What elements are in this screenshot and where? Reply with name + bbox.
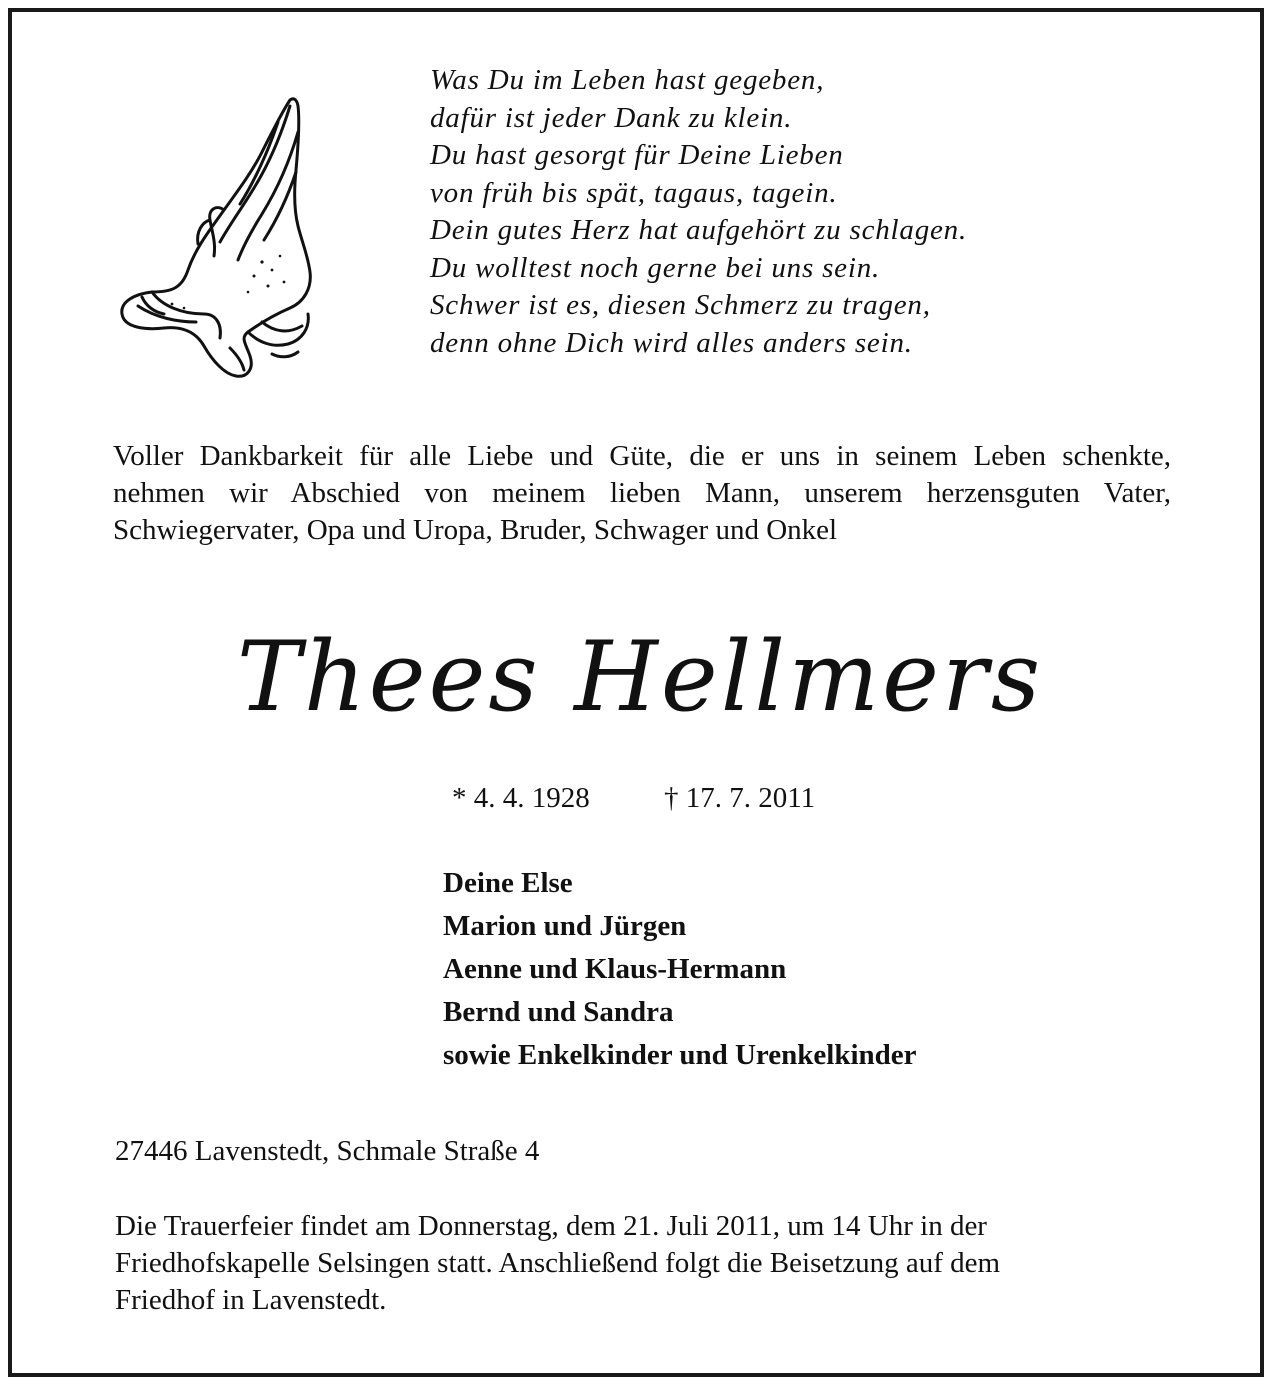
family-address: 27446 Lavenstedt, Schmale Straße 4 (115, 1135, 540, 1167)
praying-hands-icon (112, 92, 324, 382)
poem-line: Dein gutes Herz hat aufgehört zu schlagen. (430, 214, 968, 246)
poem-line: denn ohne Dich wird alles anders sein. (430, 326, 913, 359)
mourner-line: Marion und Jürgen (443, 910, 687, 942)
mourner-line: Deine Else (443, 867, 573, 899)
poem-line: Schwer ist es, diesen Schmerz zu tragen, (430, 289, 931, 321)
service-line: Friedhofskapelle Selsingen statt. Anschließend folgt die Beisetzung auf dem (115, 1247, 1001, 1279)
memorial-poem (430, 62, 967, 362)
mourner-line: Bernd und Sandra (443, 996, 674, 1028)
intro-line: Schwiegervater, Opa und Uropa, Bruder, Schwager und Onkel (113, 514, 838, 546)
poem-line: Was Du im Leben hast gegeben, (430, 64, 825, 96)
poem-line: Du hast gesorgt für Deine Lieben (430, 139, 844, 171)
mourner-line: sowie Enkelkinder und Urenkelkinder (443, 1039, 917, 1071)
poem-line: Du wolltest noch gerne bei uns sein. (430, 251, 881, 284)
birth-date: * 4. 4. 1928 (452, 782, 590, 814)
service-info (115, 1208, 1000, 1319)
intro-text (113, 438, 1171, 549)
mourners-list (443, 862, 917, 1077)
intro-line: Voller Dankbarkeit für alle Liebe und Güte, die er uns in seinem Leben schenkte, (113, 440, 1171, 472)
service-line: Friedhof in Lavenstedt. (115, 1284, 387, 1316)
service-line: Die Trauerfeier findet am Donnerstag, dem 21. Juli 2011, um 14 Uhr in der (115, 1210, 987, 1242)
poem-line: dafür ist jeder Dank zu klein. (430, 101, 793, 134)
mourner-line: Aenne und Klaus-Hermann (443, 953, 787, 985)
poem-line: von früh bis spät, tagaus, tagein. (430, 176, 838, 209)
deceased-name: Thees Hellmers (236, 621, 1044, 733)
death-date: † 17. 7. 2011 (664, 782, 816, 814)
intro-line: nehmen wir Abschied von meinem lieben Mann, unserem herzensguten Vater, (113, 477, 1171, 509)
